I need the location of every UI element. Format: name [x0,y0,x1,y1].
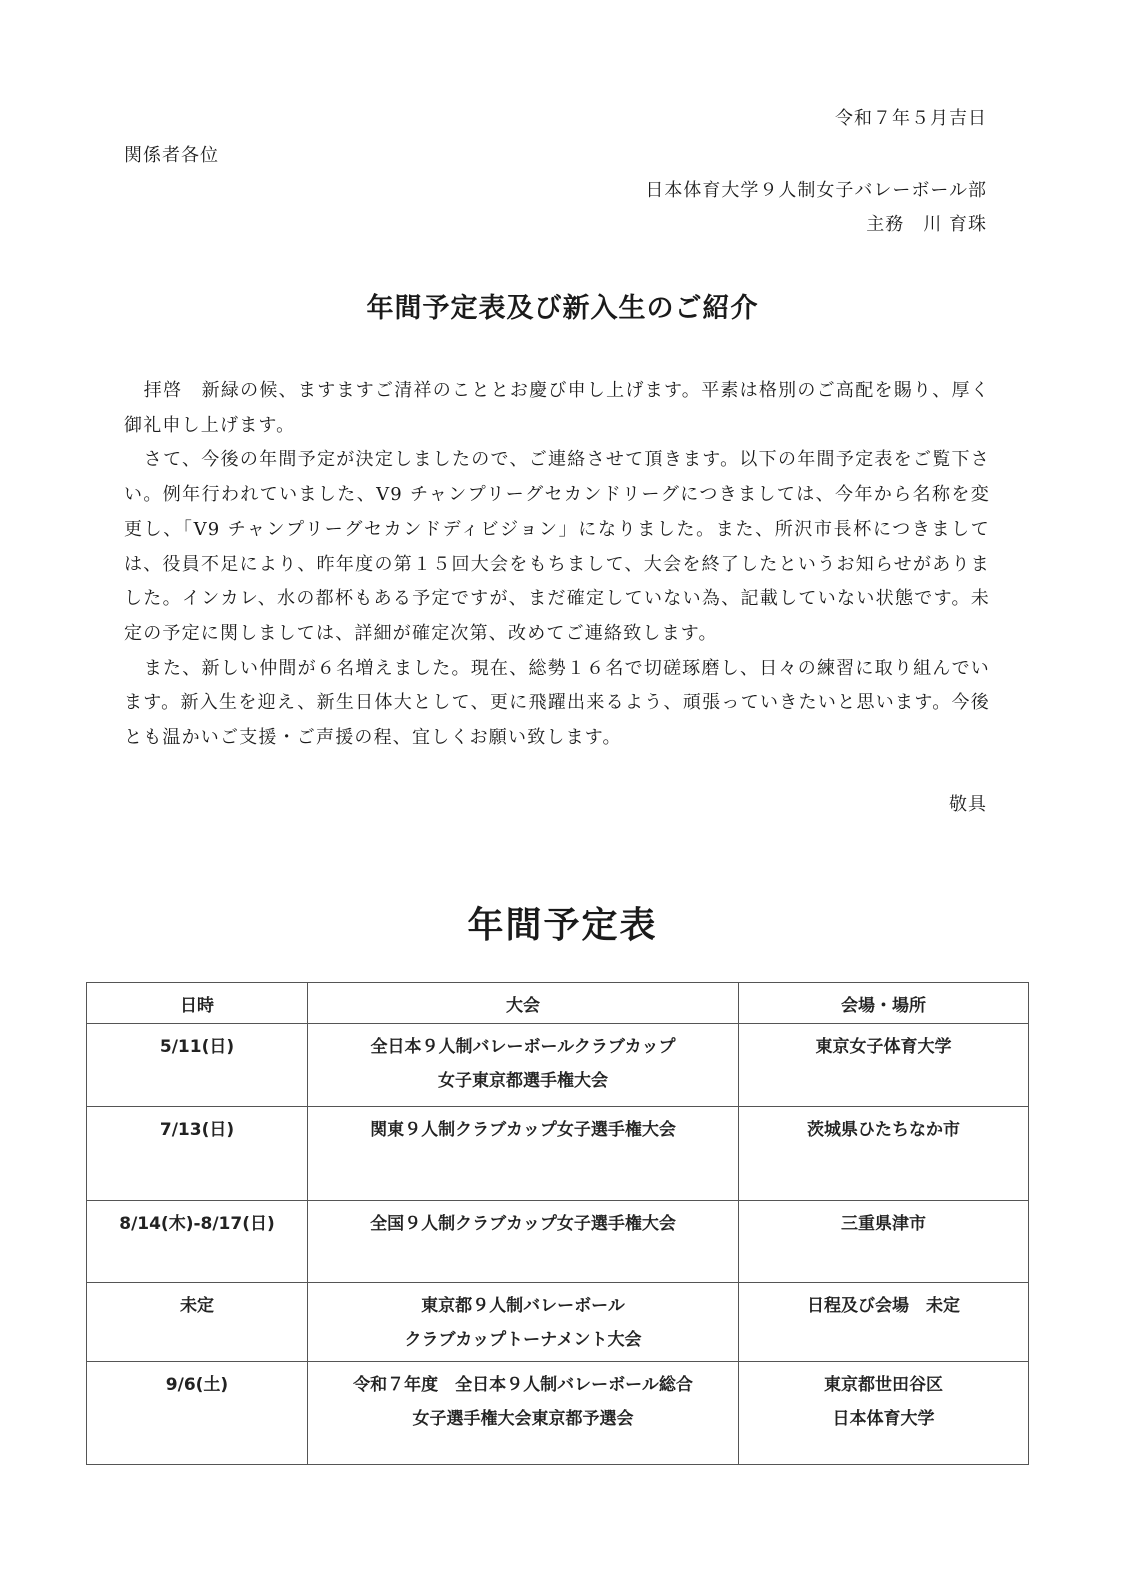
venue-cell [739,1201,1029,1283]
event-line: 令和７年度 全日本９人制バレーボール総合 [353,1375,693,1395]
date-cell: 8/14(木)-8/17(日) [87,1201,308,1283]
event-line: クラブカップトーナメント大会 [404,1330,642,1350]
column-header-event: 大会 [308,983,739,1024]
event-line: 全国９人制クラブカップ女子選手権大会 [370,1214,676,1234]
sender-person: 主務 川 育珠 [866,214,987,235]
event-cell [308,1283,739,1362]
event-cell [308,1024,739,1107]
schedule-table [86,982,1029,1465]
event-line: 東京都９人制バレーボール [421,1296,625,1316]
sender-organization: 日本体育大学９人制女子バレーボール部 [645,180,987,201]
venue-line: 日本体育大学 [832,1409,935,1429]
date-cell: 7/13(日) [87,1107,308,1201]
body-paragraph: さて、今後の年間予定が決定しましたので、ご連絡させて頂きます。以下の年間予定表をご覧下さい。例年行われていました、V9 チャンプリーグセカンドリーグにつきましては、今年から名称を変更し、「V9 チャンプリーグセカンドディビジョン」になりました。また、所沢市長杯につきましては、役員不足により、昨年度の第１５回大会をもちまして、大会を終了したというお知らせがありました。インカレ、水の都杯もある予定ですが、まだ確定していない為、記載していない状態です。未定の予定に関しましては、詳細が確定次第、改めてご連絡致します。 [124,449,990,644]
event-line: 女子東京都選手権大会 [438,1071,608,1091]
venue-line: 東京女子体育大学 [815,1037,952,1057]
venue-cell [739,1362,1029,1465]
venue-line: 東京都世田谷区 [824,1375,943,1395]
event-line: 全日本９人制バレーボールクラブカップ [370,1037,676,1057]
document-title: 年間予定表及び新入生のご紹介 [366,293,759,324]
date-cell: 5/11(日) [87,1024,308,1107]
event-cell [308,1201,739,1283]
body-paragraph: また、新しい仲間が６名増えました。現在、総勢１６名で切磋琢磨し、日々の練習に取り組んでいます。新入生を迎え、新生日体大として、更に飛躍出来るよう、頑張っていきたいと思います。今後とも温かいご支援・ご声援の程、宜しくお願い致します。 [124,657,990,749]
table-row [87,1107,1029,1201]
table-row [87,1283,1029,1362]
date-cell: 未定 [87,1283,308,1362]
event-line: 関東９人制クラブカップ女子選手権大会 [370,1120,676,1140]
event-line: 女子選手権大会東京都予選会 [412,1409,634,1429]
event-cell [308,1362,739,1465]
body-paragraph: 拝啓 新緑の候、ますますご清祥のこととお慶び申し上げます。平素は格別のご高配を賜り、厚く御礼申し上げます。 [124,380,990,436]
closing-remark: 敬具 [949,794,987,815]
recipient-line: 関係者各位 [124,145,219,166]
event-cell [308,1107,739,1201]
column-header-date: 日時 [87,983,308,1024]
venue-cell [739,1283,1029,1362]
table-row [87,1201,1029,1283]
column-header-venue: 会場・場所 [739,983,1029,1024]
venue-cell [739,1024,1029,1107]
venue-line: 三重県津市 [841,1214,926,1234]
letter-body [124,374,990,756]
venue-line: 日程及び会場 未定 [807,1296,960,1316]
document-date: 令和７年５月吉日 [835,108,987,129]
schedule-title: 年間予定表 [467,904,658,946]
venue-cell [739,1107,1029,1201]
venue-line: 茨城県ひたちなか市 [807,1120,960,1140]
table-header-row [87,983,1029,1024]
date-cell: 9/6(土) [87,1362,308,1465]
table-row [87,1024,1029,1107]
table-row [87,1362,1029,1465]
